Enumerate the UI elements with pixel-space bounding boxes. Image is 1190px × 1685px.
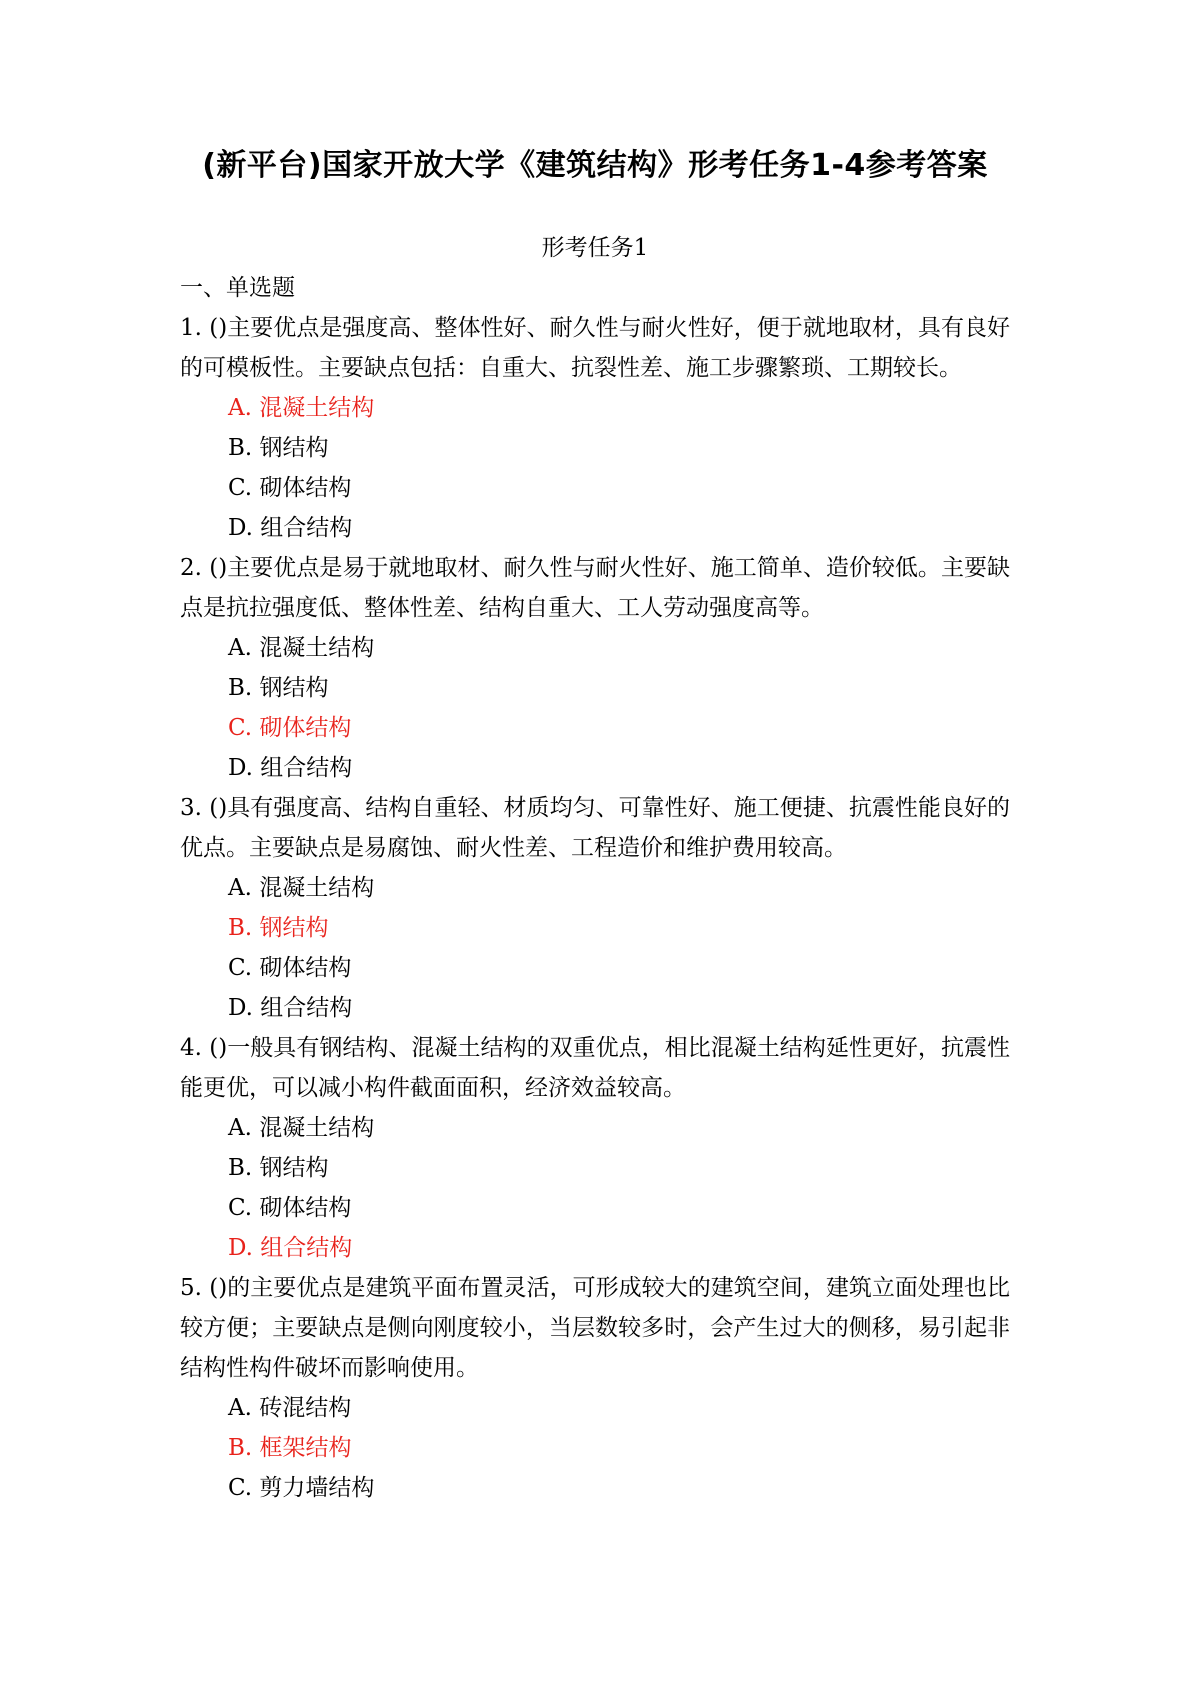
answer-option: A. 砖混结构: [228, 1395, 352, 1421]
answer-option: C. 剪力墙结构: [228, 1475, 375, 1501]
answer-option: D. 组合结构: [228, 515, 353, 541]
answer-option: D. 组合结构: [228, 995, 353, 1021]
question-2: [180, 548, 1010, 788]
question-1: [180, 308, 1010, 548]
answer-option: C. 砌体结构: [228, 955, 352, 981]
answer-option-correct: B. 框架结构: [228, 1435, 352, 1461]
answer-option-correct: A. 混凝土结构: [228, 395, 375, 421]
document-body: [180, 228, 1010, 1508]
answer-option: B. 钢结构: [228, 435, 329, 461]
answer-option: A. 混凝土结构: [228, 875, 375, 901]
answer-option: B. 钢结构: [228, 675, 329, 701]
answer-option: C. 砌体结构: [228, 1195, 352, 1221]
answer-option-correct: D. 组合结构: [228, 1235, 353, 1261]
part-title: 一、单选题: [180, 275, 295, 301]
document-title: (新平台)国家开放大学《建筑结构》形考任务1-4参考答案: [202, 148, 988, 183]
answer-option: A. 混凝土结构: [228, 635, 375, 661]
answer-option: D. 组合结构: [228, 755, 353, 781]
question-5: [180, 1268, 1010, 1508]
question-text: 2. ()主要优点是易于就地取材、耐久性与耐火性好、施工简单、造价较低。主要缺点是抗拉强度低、整体性差、结构自重大、工人劳动强度高等。: [180, 555, 1010, 621]
answer-option: C. 砌体结构: [228, 475, 352, 501]
question-text: 1. ()主要优点是强度高、整体性好、耐久性与耐火性好，便于就地取材，具有良好的可模板性。主要缺点包括：自重大、抗裂性差、施工步骤繁琐、工期较长。: [180, 315, 1010, 381]
question-text: 3. ()具有强度高、结构自重轻、材质均匀、可靠性好、施工便捷、抗震性能良好的优点。主要缺点是易腐蚀、耐火性差、工程造价和维护费用较高。: [180, 795, 1010, 861]
question-text: 4. ()一般具有钢结构、混凝土结构的双重优点，相比混凝土结构延性更好，抗震性能更优，可以减小构件截面面积，经济效益较高。: [180, 1035, 1010, 1101]
section-title: 形考任务1: [541, 235, 649, 261]
answer-option: A. 混凝土结构: [228, 1115, 375, 1141]
question-list: [180, 308, 1010, 1508]
answer-option: B. 钢结构: [228, 1155, 329, 1181]
question-text: 5. ()的主要优点是建筑平面布置灵活，可形成较大的建筑空间，建筑立面处理也比较方便；主要缺点是侧向刚度较小，当层数较多时，会产生过大的侧移，易引起非结构性构件破坏而影响使用。: [180, 1275, 1010, 1381]
answer-option-correct: B. 钢结构: [228, 915, 329, 941]
answer-option-correct: C. 砌体结构: [228, 715, 352, 741]
question-4: [180, 1028, 1010, 1268]
question-3: [180, 788, 1010, 1028]
